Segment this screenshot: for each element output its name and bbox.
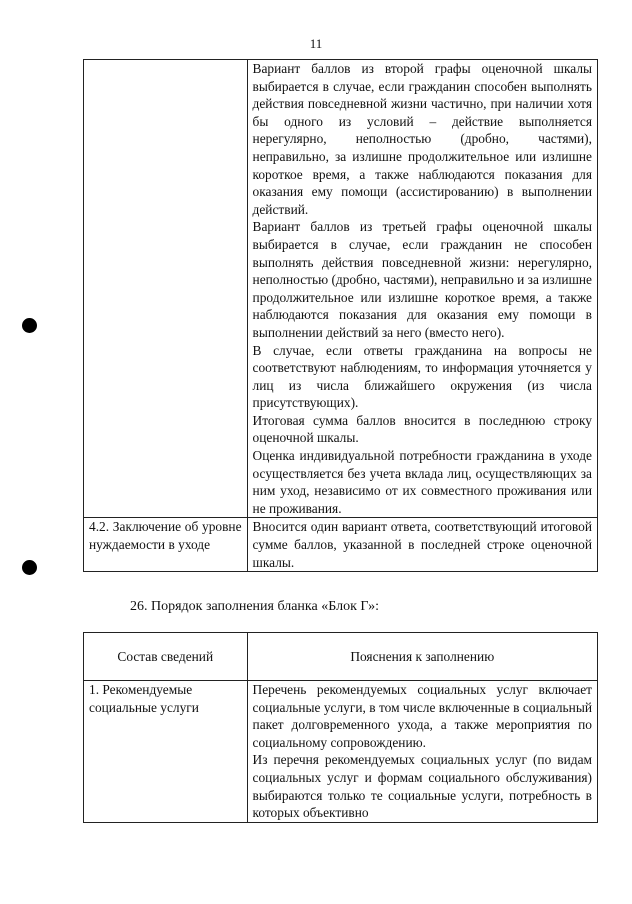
row-explanation xyxy=(247,518,597,572)
row-label xyxy=(84,60,248,518)
paragraph: Итоговая сумма баллов вносится в последнюю строку оценочной шкалы. xyxy=(252,412,592,446)
paragraph: Из перечня рекомендуемых социальных услуг (по видам социальных услуг и формам социального обслуживания) выбираются только те социальные услуги, потребность в которых объективно xyxy=(252,752,592,821)
row-explanation xyxy=(247,681,597,823)
paragraph: Вариант баллов из второй графы оценочной шкалы выбирается в случае, если гражданин способен выполнять действия повседневной жизни частично, при наличии хотя бы одного из условий – действие выполняется нерегулярно, неполностью (дробно, частями), неправильно, за излишне продолжительное или излишне короткое время, а также наблюдаются показания для оказания ему помощи (ассистированию) в выполнении действий. xyxy=(252,61,592,217)
column-header: Пояснения к заполнению xyxy=(247,633,597,681)
row-label: 1. Рекомендуемые социальные услуги xyxy=(84,681,248,823)
row-explanation xyxy=(247,60,597,518)
punch-hole-icon xyxy=(22,560,37,575)
page-number: 11 xyxy=(309,36,323,51)
block-g-table xyxy=(83,632,598,823)
row-label: 4.2. Заключение об уровне нуждаемости в уходе xyxy=(84,518,248,572)
section-heading: 26. Порядок заполнения бланка «Блок Г»: xyxy=(130,599,380,614)
table-row xyxy=(84,518,598,572)
table-row xyxy=(84,60,598,518)
paragraph: Перечень рекомендуемых социальных услуг включает социальные услуги, в том числе включенные в социальный пакет долговременного ухода, а также мероприятия по социальному сопровождению. xyxy=(252,682,592,750)
paragraph: Оценка индивидуальной потребности гражданина в уходе осуществляется без учета вклада лиц, осуществляющих за ним уход, независимо от их совместного проживания или не проживания. xyxy=(252,448,592,516)
paragraph: Вносится один вариант ответа, соответствующий итоговой сумме баллов, указанной в последней строке оценочной шкалы. xyxy=(252,519,592,570)
assessment-table xyxy=(83,59,598,572)
table-header-row xyxy=(84,633,598,681)
paragraph: Вариант баллов из третьей графы оценочной шкалы выбирается в случае, если гражданин не способен выполнять действия повседневной жизни: нерегулярно, неполностью (дробно, частями), неправильно и за излишне продолжительное или излишне короткое время, а также наблюдаются показания для оказания ему помощи в выполнении действий за него (вместо него). xyxy=(252,219,592,340)
column-header: Состав сведений xyxy=(84,633,248,681)
table-row xyxy=(84,681,598,823)
punch-hole-icon xyxy=(22,318,37,333)
paragraph: В случае, если ответы гражданина на вопросы не соответствуют наблюдениям, то информация уточняется у лиц из числа ближайшего окружения (из числа присутствующих). xyxy=(252,342,592,411)
